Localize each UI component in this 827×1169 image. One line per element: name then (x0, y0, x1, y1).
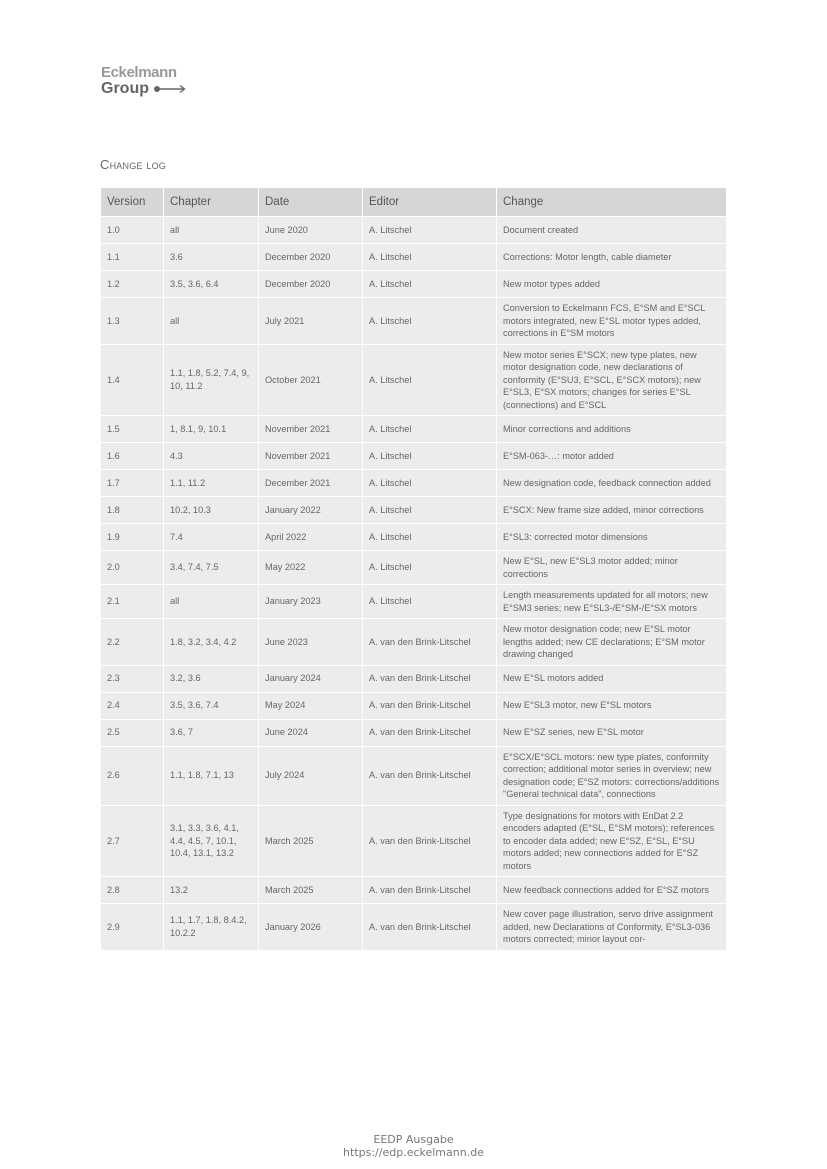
footer-line-2: https://edp.eckelmann.de (343, 1146, 484, 1159)
cell-chapter: 13.2 (164, 877, 259, 904)
table-row (101, 805, 727, 877)
cell-change: New feedback connections added for E°SZ motors (497, 877, 727, 904)
cell-change: E°SM-063-…: motor added (497, 443, 727, 470)
table-row (101, 244, 727, 271)
cell-editor: A. van den Brink-Litschel (363, 619, 497, 666)
cell-change: Length measurements updated for all motors; new E°SM3 series; new E°SL3-/E°SM-/E°SX motors (497, 585, 727, 619)
cell-date: June 2023 (259, 619, 363, 666)
cell-version: 2.5 (101, 719, 164, 746)
cell-date: January 2026 (259, 904, 363, 951)
table-row (101, 692, 727, 719)
cell-version: 2.1 (101, 585, 164, 619)
cell-change: Type designations for motors with EnDat 2.2 encoders adapted (E°SL, E°SM motors); references to encoder data added; new E°SZ, E°SL, E°SU motors added; new connections added for E°SZ motors (497, 805, 727, 877)
header-date: Date (259, 188, 363, 217)
cell-version: 1.4 (101, 344, 164, 416)
table-row (101, 298, 727, 345)
cell-version: 1.8 (101, 497, 164, 524)
cell-change: E°SL3: corrected motor dimensions (497, 524, 727, 551)
cell-version: 2.6 (101, 746, 164, 805)
cell-change: New cover page illustration, servo drive assignment added, new Declarations of Conformity, E°SL3-036 motors corrected; minor layout cor- (497, 904, 727, 951)
cell-chapter: 3.1, 3.3, 3.6, 4.1, 4.4, 4.5, 7, 10.1, 10.4, 13.1, 13.2 (164, 805, 259, 877)
cell-editor: A. Litschel (363, 585, 497, 619)
table-row (101, 344, 727, 416)
cell-change: New designation code, feedback connection added (497, 470, 727, 497)
cell-editor: A. Litschel (363, 217, 497, 244)
cell-editor: A. Litschel (363, 344, 497, 416)
header-version: Version (101, 188, 164, 217)
table-row (101, 271, 727, 298)
cell-date: June 2024 (259, 719, 363, 746)
cell-editor: A. van den Brink-Litschel (363, 746, 497, 805)
cell-date: January 2022 (259, 497, 363, 524)
footer (0, 1133, 827, 1159)
cell-date: May 2024 (259, 692, 363, 719)
cell-change: New E°SL motors added (497, 665, 727, 692)
cell-chapter: 3.6 (164, 244, 259, 271)
table-row (101, 746, 727, 805)
arrow-icon (153, 84, 187, 94)
cell-date: January 2023 (259, 585, 363, 619)
cell-version: 2.0 (101, 551, 164, 585)
cell-chapter: 1.1, 1.7, 1.8, 8.4.2, 10.2.2 (164, 904, 259, 951)
cell-chapter: all (164, 217, 259, 244)
cell-version: 1.0 (101, 217, 164, 244)
cell-chapter: 1.1, 1.8, 5.2, 7.4, 9, 10, 11.2 (164, 344, 259, 416)
footer-line-1: EEDP Ausgabe (373, 1133, 454, 1146)
table-row (101, 619, 727, 666)
section-title: Change log (100, 157, 167, 172)
cell-editor: A. Litschel (363, 470, 497, 497)
cell-editor: A. Litschel (363, 271, 497, 298)
cell-change: E°SCX: New frame size added, minor corrections (497, 497, 727, 524)
cell-date: December 2020 (259, 244, 363, 271)
cell-change: Conversion to Eckelmann FCS, E°SM and E°SCL motors integrated, new E°SL motor types added, corrections in E°SM motors (497, 298, 727, 345)
cell-chapter: 3.5, 3.6, 6.4 (164, 271, 259, 298)
cell-version: 1.7 (101, 470, 164, 497)
logo-word-group: Group (101, 80, 149, 97)
cell-chapter: 1.1, 1.8, 7.1, 13 (164, 746, 259, 805)
cell-editor: A. van den Brink-Litschel (363, 904, 497, 951)
cell-change: New motor designation code; new E°SL motor lengths added; new CE declarations; E°SM motor drawing changed (497, 619, 727, 666)
cell-date: March 2025 (259, 805, 363, 877)
table-row (101, 877, 727, 904)
cell-date: May 2022 (259, 551, 363, 585)
cell-chapter: 1.1, 11.2 (164, 470, 259, 497)
cell-editor: A. Litschel (363, 443, 497, 470)
cell-version: 1.5 (101, 416, 164, 443)
cell-version: 1.2 (101, 271, 164, 298)
cell-change: New E°SL3 motor, new E°SL motors (497, 692, 727, 719)
cell-editor: A. Litschel (363, 298, 497, 345)
cell-editor: A. Litschel (363, 524, 497, 551)
cell-change: New E°SZ series, new E°SL motor (497, 719, 727, 746)
table-row (101, 524, 727, 551)
cell-date: December 2020 (259, 271, 363, 298)
cell-chapter: 3.6, 7 (164, 719, 259, 746)
cell-change: Minor corrections and additions (497, 416, 727, 443)
cell-editor: A. Litschel (363, 551, 497, 585)
table-row (101, 443, 727, 470)
change-log-table (100, 187, 727, 951)
cell-change: New motor types added (497, 271, 727, 298)
table-row (101, 416, 727, 443)
cell-date: October 2021 (259, 344, 363, 416)
cell-date: June 2020 (259, 217, 363, 244)
cell-change: Corrections: Motor length, cable diameter (497, 244, 727, 271)
table-row (101, 551, 727, 585)
cell-chapter: 4.3 (164, 443, 259, 470)
cell-chapter: 3.2, 3.6 (164, 665, 259, 692)
cell-date: November 2021 (259, 416, 363, 443)
cell-chapter: 1, 8.1, 9, 10.1 (164, 416, 259, 443)
header-editor: Editor (363, 188, 497, 217)
cell-date: December 2021 (259, 470, 363, 497)
cell-version: 2.9 (101, 904, 164, 951)
table-row (101, 585, 727, 619)
table-row (101, 470, 727, 497)
cell-editor: A. Litschel (363, 497, 497, 524)
cell-version: 1.9 (101, 524, 164, 551)
table-row (101, 665, 727, 692)
cell-chapter: 3.4, 7.4, 7.5 (164, 551, 259, 585)
cell-chapter: all (164, 585, 259, 619)
logo-line-2 (101, 81, 187, 97)
eckelmann-logo (101, 65, 187, 97)
cell-change: Document created (497, 217, 727, 244)
logo-line-1: Eckelmann (101, 64, 177, 81)
cell-version: 2.2 (101, 619, 164, 666)
table-row (101, 497, 727, 524)
cell-date: July 2024 (259, 746, 363, 805)
cell-chapter: 3.5, 3.6, 7.4 (164, 692, 259, 719)
header-chapter: Chapter (164, 188, 259, 217)
table-row (101, 217, 727, 244)
cell-chapter: 7.4 (164, 524, 259, 551)
cell-change: New E°SL, new E°SL3 motor added; minor corrections (497, 551, 727, 585)
cell-date: January 2024 (259, 665, 363, 692)
cell-date: March 2025 (259, 877, 363, 904)
cell-version: 1.6 (101, 443, 164, 470)
cell-chapter: all (164, 298, 259, 345)
cell-editor: A. van den Brink-Litschel (363, 665, 497, 692)
cell-chapter: 1.8, 3.2, 3.4, 4.2 (164, 619, 259, 666)
cell-editor: A. van den Brink-Litschel (363, 719, 497, 746)
cell-chapter: 10.2, 10.3 (164, 497, 259, 524)
cell-editor: A. Litschel (363, 416, 497, 443)
cell-date: November 2021 (259, 443, 363, 470)
cell-date: April 2022 (259, 524, 363, 551)
cell-change: New motor series E°SCX; new type plates, new motor designation code, new declarations of conformity (E°SU3, E°SCL, E°SCX motors); new E°SL3, E°SX motors; changes for series E°SL (connections) and E°SCL (497, 344, 727, 416)
cell-version: 2.7 (101, 805, 164, 877)
cell-version: 2.8 (101, 877, 164, 904)
cell-editor: A. van den Brink-Litschel (363, 877, 497, 904)
cell-version: 2.3 (101, 665, 164, 692)
cell-editor: A. van den Brink-Litschel (363, 692, 497, 719)
table-header-row (101, 188, 727, 217)
header-change: Change (497, 188, 727, 217)
cell-version: 1.1 (101, 244, 164, 271)
table-row (101, 719, 727, 746)
cell-editor: A. Litschel (363, 244, 497, 271)
cell-date: July 2021 (259, 298, 363, 345)
cell-version: 2.4 (101, 692, 164, 719)
cell-editor: A. van den Brink-Litschel (363, 805, 497, 877)
table-row (101, 904, 727, 951)
cell-change: E°SCX/E°SCL motors: new type plates, conformity correction; additional motor series in overview; new designation code; E°SZ motors: corrections/additions "General technical data", connections (497, 746, 727, 805)
cell-version: 1.3 (101, 298, 164, 345)
